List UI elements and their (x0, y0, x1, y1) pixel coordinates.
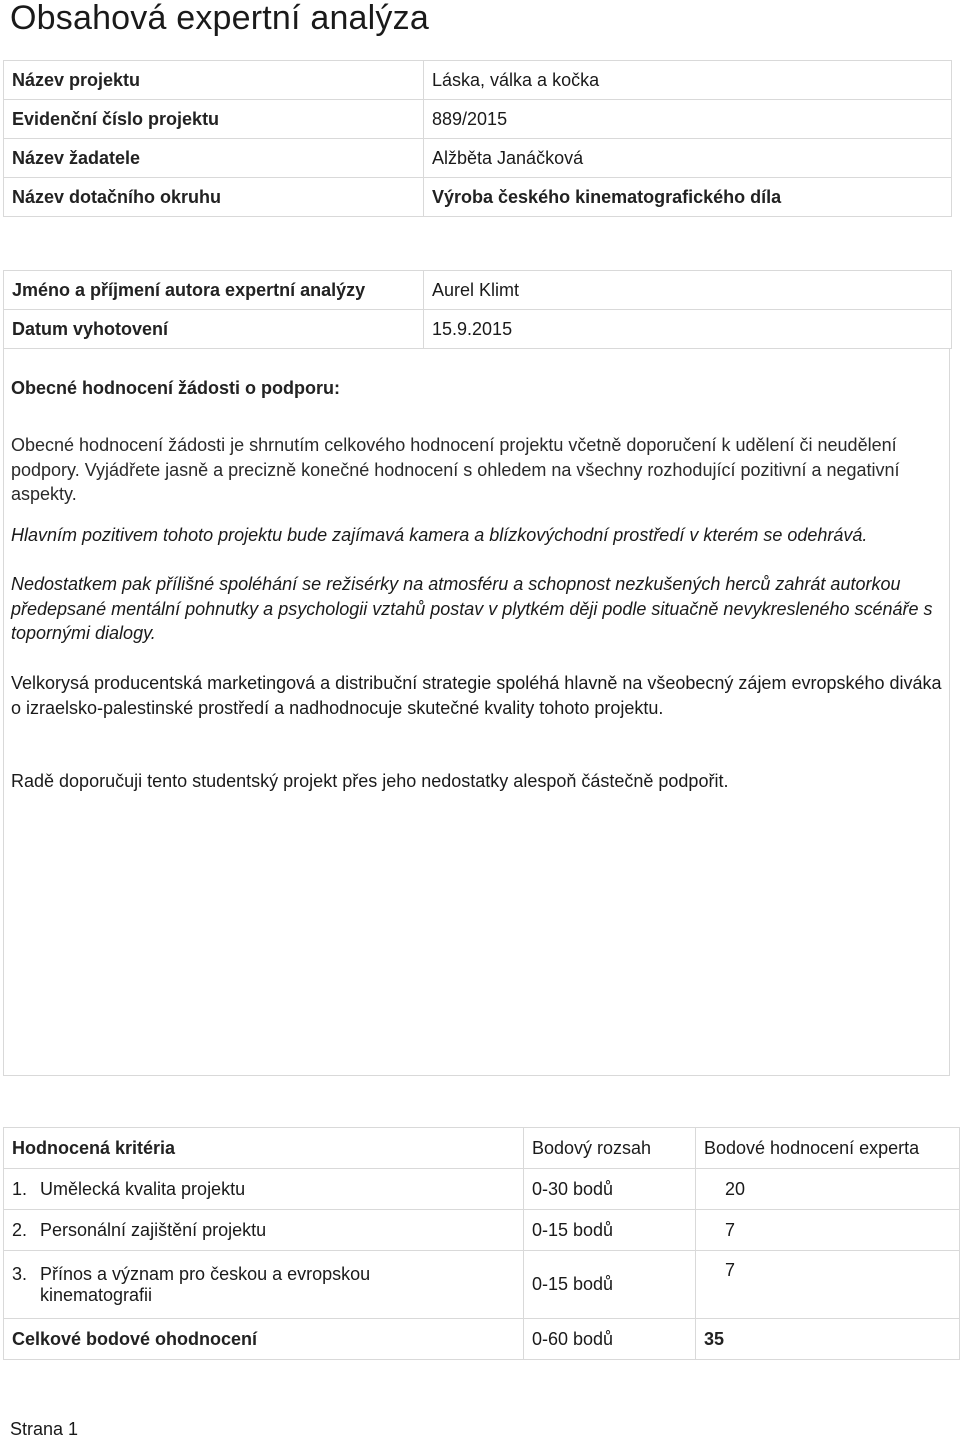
author-name-value: Aurel Klimt (424, 271, 952, 310)
table-row (4, 310, 952, 349)
table-row (4, 139, 952, 178)
date-label: Datum vyhotovení (4, 310, 424, 349)
table-row (4, 1251, 960, 1319)
criterion-number: 1. (12, 1178, 28, 1199)
document-title: Obsahová expertní analýza (10, 0, 429, 37)
table-total-row (4, 1319, 960, 1360)
criterion-cell (4, 1169, 524, 1210)
criterion-score: 7 (696, 1210, 960, 1251)
assessment-recommendation: Radě doporučuji tento studentský projekt přes jeho nedostatky alespoň částečně podpořit. (11, 771, 729, 791)
criterion-cell (4, 1251, 524, 1319)
criterion-label: Umělecká kvalita projektu (40, 1178, 246, 1199)
total-range: 0-60 bodů (524, 1319, 696, 1360)
project-name-label: Název projektu (4, 61, 424, 100)
applicant-name-value: Alžběta Janáčková (424, 139, 952, 178)
criteria-header: Hodnocená kritéria (4, 1128, 524, 1169)
criterion-range: 0-30 bodů (524, 1169, 696, 1210)
table-row (4, 1169, 960, 1210)
criterion-cell (4, 1210, 524, 1251)
criterion-label: Personální zajištění projektu (40, 1219, 267, 1240)
criterion-number: 2. (12, 1219, 28, 1240)
table-row (4, 100, 952, 139)
project-info-table (3, 60, 952, 217)
criterion-score: 20 (696, 1169, 960, 1210)
assessment-heading: Obecné hodnocení žádosti o podporu: (11, 378, 340, 398)
criterion-label: Přínos a význam pro českou a evropskou kinematografii (40, 1263, 371, 1305)
assessment-instructions: Obecné hodnocení žádosti je shrnutím celkového hodnocení projektu včetně doporučení k udělení či neudělení podpory. Vyjádřete jasně a precizně konečné hodnocení s ohledem na všechny rozhodující pozitivní a negativní aspekty. (11, 435, 900, 504)
table-row (4, 61, 952, 100)
table-row (4, 1210, 960, 1251)
project-name-value: Láska, válka a kočka (424, 61, 952, 100)
criteria-table (3, 1127, 960, 1360)
date-value: 15.9.2015 (424, 310, 952, 349)
criterion-range: 0-15 bodů (524, 1251, 696, 1319)
table-header-row (4, 1128, 960, 1169)
score-header: Bodové hodnocení experta (696, 1128, 960, 1169)
grant-area-value: Výroba českého kinematografického díla (424, 178, 952, 217)
assessment-negative: Nedostatkem pak přílišné spoléhání se režisérky na atmosféru a schopnost nezkušených herců zahrát autorkou předepsané mentální pohnutky a psychologii vztahů postav v plytkém ději podle situačně nevykresleného scénáře s topornými dialogy. (11, 574, 933, 643)
criterion-number: 3. (12, 1263, 28, 1284)
assessment-marketing: Velkorysá producentská marketingová a distribuční strategie spoléhá hlavně na všeobecný zájem evropského diváka o izraelsko-palestinské prostředí a nadhodnocuje skutečné kvality tohoto projektu. (11, 673, 942, 718)
total-label: Celkové bodové ohodnocení (4, 1319, 524, 1360)
author-info-table (3, 270, 952, 349)
table-row (4, 178, 952, 217)
applicant-name-label: Název žadatele (4, 139, 424, 178)
page-number: Strana 1 (10, 1419, 79, 1439)
criterion-range: 0-15 bodů (524, 1210, 696, 1251)
registration-number-label: Evidenční číslo projektu (4, 100, 424, 139)
table-row (4, 271, 952, 310)
criterion-score: 7 (696, 1251, 960, 1319)
total-score: 35 (696, 1319, 960, 1360)
author-name-label: Jméno a příjmení autora expertní analýzy (4, 271, 424, 310)
range-header: Bodový rozsah (524, 1128, 696, 1169)
registration-number-value: 889/2015 (424, 100, 952, 139)
assessment-positive: Hlavním pozitivem tohoto projektu bude zajímavá kamera a blízkovýchodní prostředí v kterém se odehrává. (11, 525, 868, 545)
grant-area-label: Název dotačního okruhu (4, 178, 424, 217)
